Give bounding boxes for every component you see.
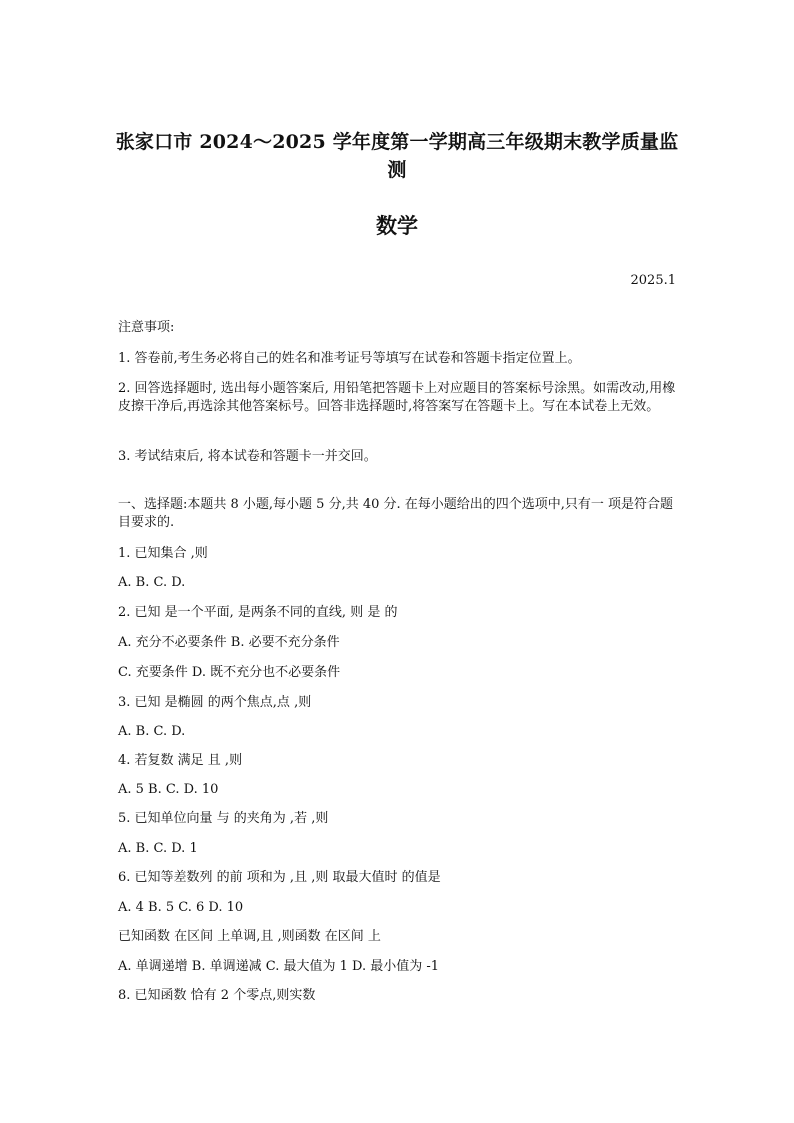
question-6: 6. 已知等差数列 的前 项和为 ,且 ,则 取最大值时 的值是 <box>118 870 441 885</box>
note-item-3: 3. 考试结束后, 将本试卷和答题卡一并交回。 <box>118 449 377 464</box>
note-item-1: 1. 答卷前,考生务必将自己的姓名和准考证号等填写在试卷和答题卡指定位置上。 <box>118 351 581 366</box>
exam-title: 张家口市 2024～2025 学年度第一学期高三年级期末教学质量监测 <box>115 131 679 181</box>
subject-title: 数学 <box>376 213 418 238</box>
question-8: 8. 已知函数 恰有 2 个零点,则实数 <box>118 988 316 1003</box>
question-2-options-cd: C. 充要条件 D. 既不充分也不必要条件 <box>118 665 341 680</box>
question-3-options: A. B. C. D. <box>118 724 186 739</box>
question-2: 2. 已知 是一个平面, 是两条不同的直线, 则 是 的 <box>118 605 398 620</box>
exam-date: 2025.1 <box>630 273 676 288</box>
note-item-2: 2. 回答选择题时, 选出每小题答案后, 用铅笔把答题卡上对应题目的答案标号涂黑。如需改动,用橡皮擦干净后,再选涂其他答案标号。回答非选择题时,将答案写在答题卡上。写在本试卷上无效。 <box>118 381 676 414</box>
question-7-options: A. 单调递增 B. 单调递减 C. 最大值为 1 D. 最小值为 -1 <box>118 959 440 974</box>
question-3: 3. 已知 是椭圆 的两个焦点,点 ,则 <box>118 695 312 710</box>
question-1-options: A. B. C. D. <box>118 575 186 590</box>
question-1: 1. 已知集合 ,则 <box>118 546 208 561</box>
question-5: 5. 已知单位向量 与 的夹角为 ,若 ,则 <box>118 811 329 826</box>
question-7: 已知函数 在区间 上单调,且 ,则函数 在区间 上 <box>118 929 381 944</box>
notes-heading: 注意事项: <box>118 320 175 335</box>
question-4-options: A. 5 B. C. D. 10 <box>118 782 219 797</box>
question-6-options: A. 4 B. 5 C. 6 D. 10 <box>118 900 244 915</box>
question-5-options: A. B. C. D. 1 <box>118 841 198 856</box>
question-4: 4. 若复数 满足 且 ,则 <box>118 753 243 768</box>
question-2-options-ab: A. 充分不必要条件 B. 必要不充分条件 <box>118 635 340 650</box>
section-intro: 一、选择题:本题共 8 小题,每小题 5 分,共 40 分. 在每小题给出的四个选项中,只有一 项是符合题目要求的. <box>118 497 674 530</box>
